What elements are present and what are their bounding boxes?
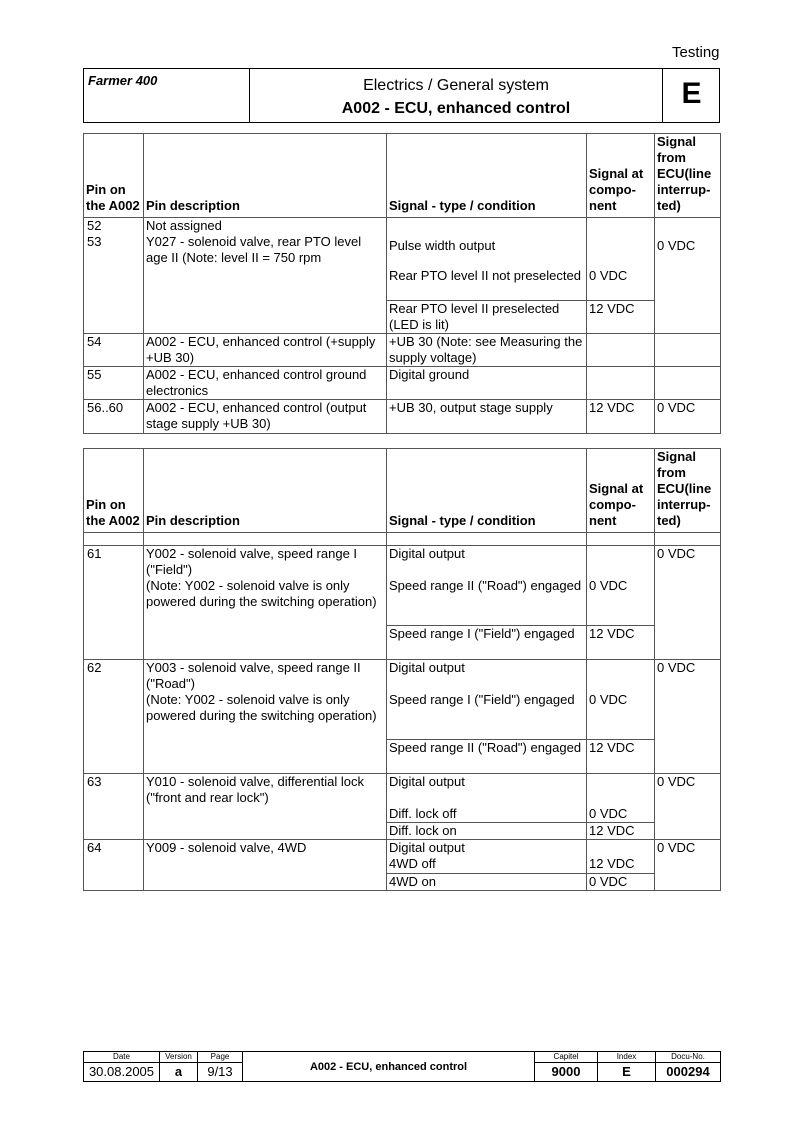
pin-number: 53 <box>84 234 144 333</box>
pin-description-line: Y003 - solenoid valve, speed range II ("Road") <box>146 660 361 691</box>
pin-description <box>144 660 387 774</box>
footer-index-label: Index <box>598 1052 656 1063</box>
header-title: Electrics / General system <box>363 77 549 94</box>
pin-description: Y010 - solenoid valve, differential lock ("front and rear lock") <box>144 774 387 840</box>
ecu-cell: 0 VDC <box>655 234 721 333</box>
footer-version-label: Version <box>160 1052 198 1063</box>
component-cell: 0 VDC <box>587 268 655 300</box>
table-row <box>84 546 721 578</box>
pin-number: 62 <box>84 660 144 774</box>
column-header-component: Signal at compo- nent <box>587 134 655 218</box>
signal-cell: Digital output <box>387 840 587 857</box>
component-cell: 12 VDC <box>587 300 655 333</box>
signal-cell: +UB 30 (Note: see Measuring the supply voltage) <box>387 333 587 366</box>
ecu-cell: 0 VDC <box>655 546 721 660</box>
component-cell <box>587 840 655 857</box>
pin-description: A002 - ECU, enhanced control (+supply +UB 30) <box>144 333 387 366</box>
component-cell <box>587 234 655 268</box>
component-cell <box>587 774 655 806</box>
signal-cell: Pulse width output <box>387 234 587 268</box>
column-header-signal: Signal - type / condition <box>387 449 587 533</box>
signal-cell: Digital output <box>387 774 587 806</box>
section-label: Testing <box>672 44 720 61</box>
signal-cell: Diff. lock off <box>387 806 587 823</box>
table-row <box>84 333 721 366</box>
signal-cell: Digital output <box>387 660 587 692</box>
footer-date-label: Date <box>84 1052 160 1063</box>
signal-cell: Speed range II ("Road") engaged <box>387 740 587 774</box>
header-subtitle: A002 - ECU, enhanced control <box>341 100 571 117</box>
pin-table-2 <box>83 448 721 891</box>
signal-cell: Speed range II ("Road") engaged <box>387 578 587 626</box>
ecu-cell: 0 VDC <box>655 399 721 433</box>
footer-page-label: Page <box>198 1052 243 1063</box>
column-header-pin: Pin on the A002 <box>84 449 144 533</box>
footer-date: 30.08.2005 <box>84 1063 160 1082</box>
component-cell: 12 VDC <box>587 626 655 660</box>
ecu-cell: 0 VDC <box>655 660 721 774</box>
component-cell <box>587 333 655 366</box>
table-header-row <box>84 134 721 218</box>
signal-cell: Speed range I ("Field") engaged <box>387 692 587 740</box>
signal-cell: Speed range I ("Field") engaged <box>387 626 587 660</box>
column-header-ecu: Signal from ECU(line interrup- ted) <box>655 449 721 533</box>
pin-number: 64 <box>84 840 144 891</box>
pin-number: 61 <box>84 546 144 660</box>
signal-cell: +UB 30, output stage supply <box>387 399 587 433</box>
signal-cell: 4WD on <box>387 873 587 890</box>
ecu-cell <box>655 366 721 399</box>
signal-cell: Rear PTO level II not preselected <box>387 268 587 300</box>
table-header-row <box>84 449 721 533</box>
signal-cell: Digital output <box>387 546 587 578</box>
pin-description-note: (Note: Y002 - solenoid valve is only powered during the switching operation) <box>146 578 377 609</box>
column-header-description: Pin description <box>144 449 387 533</box>
component-cell <box>587 366 655 399</box>
spacer-row <box>84 533 721 546</box>
component-cell: 12 VDC <box>587 399 655 433</box>
document-header <box>83 68 720 123</box>
component-cell: 0 VDC <box>587 873 655 890</box>
pin-description: Y009 - solenoid valve, 4WD <box>144 840 387 891</box>
component-cell: 12 VDC <box>587 856 655 873</box>
ecu-cell <box>655 333 721 366</box>
pin-description <box>144 546 387 660</box>
footer-capitel: 9000 <box>535 1063 598 1082</box>
pin-description: A002 - ECU, enhanced control (output stage supply +UB 30) <box>144 399 387 433</box>
footer-page: 9/13 <box>198 1063 243 1082</box>
signal-cell: 4WD off <box>387 856 587 873</box>
component-cell <box>587 218 655 235</box>
column-header-description: Pin description <box>144 134 387 218</box>
component-cell: 12 VDC <box>587 740 655 774</box>
pin-description-line: Y002 - solenoid valve, speed range I ("Field") <box>146 546 358 577</box>
table-row <box>84 399 721 433</box>
ecu-cell <box>655 218 721 235</box>
table-row <box>84 660 721 692</box>
signal-cell: Digital ground <box>387 366 587 399</box>
column-header-ecu: Signal from ECU(line interrup- ted) <box>655 134 721 218</box>
component-cell <box>587 546 655 578</box>
footer-version: a <box>160 1063 198 1082</box>
component-cell <box>587 660 655 692</box>
pin-number: 63 <box>84 774 144 840</box>
footer-index: E <box>598 1063 656 1082</box>
column-header-pin: Pin on the A002 <box>84 134 144 218</box>
signal-cell <box>387 218 587 235</box>
column-header-component: Signal at compo- nent <box>587 449 655 533</box>
footer-capitel-label: Capitel <box>535 1052 598 1063</box>
pin-description: Y027 - solenoid valve, rear PTO level age II (Note: level II = 750 rpm <box>144 234 387 333</box>
header-index: E <box>681 77 702 110</box>
model-name: Farmer 400 <box>88 73 158 88</box>
signal-cell: Diff. lock on <box>387 823 587 840</box>
table-row <box>84 840 721 857</box>
footer-title: A002 - ECU, enhanced control <box>243 1052 535 1082</box>
component-cell: 0 VDC <box>587 578 655 626</box>
component-cell: 0 VDC <box>587 692 655 740</box>
pin-number: 55 <box>84 366 144 399</box>
table-row <box>84 218 721 235</box>
table-row <box>84 366 721 399</box>
component-cell: 12 VDC <box>587 823 655 840</box>
ecu-cell: 0 VDC <box>655 774 721 840</box>
ecu-cell: 0 VDC <box>655 840 721 891</box>
column-header-signal: Signal - type / condition <box>387 134 587 218</box>
table-row <box>84 234 721 268</box>
pin-number: 54 <box>84 333 144 366</box>
pin-table-1 <box>83 133 721 434</box>
footer-docu-label: Docu-No. <box>656 1052 721 1063</box>
pin-description: Not assigned <box>144 218 387 235</box>
footer-docu-number: 000294 <box>656 1063 721 1082</box>
pin-description: A002 - ECU, enhanced control ground electronics <box>144 366 387 399</box>
signal-cell: Rear PTO level II preselected (LED is lit) <box>387 300 587 333</box>
pin-number: 52 <box>84 218 144 235</box>
table-row <box>84 774 721 806</box>
pin-number: 56..60 <box>84 399 144 433</box>
pin-description-note: (Note: Y002 - solenoid valve is only powered during the switching operation) <box>146 692 377 723</box>
document-footer <box>83 1051 720 1081</box>
component-cell: 0 VDC <box>587 806 655 823</box>
